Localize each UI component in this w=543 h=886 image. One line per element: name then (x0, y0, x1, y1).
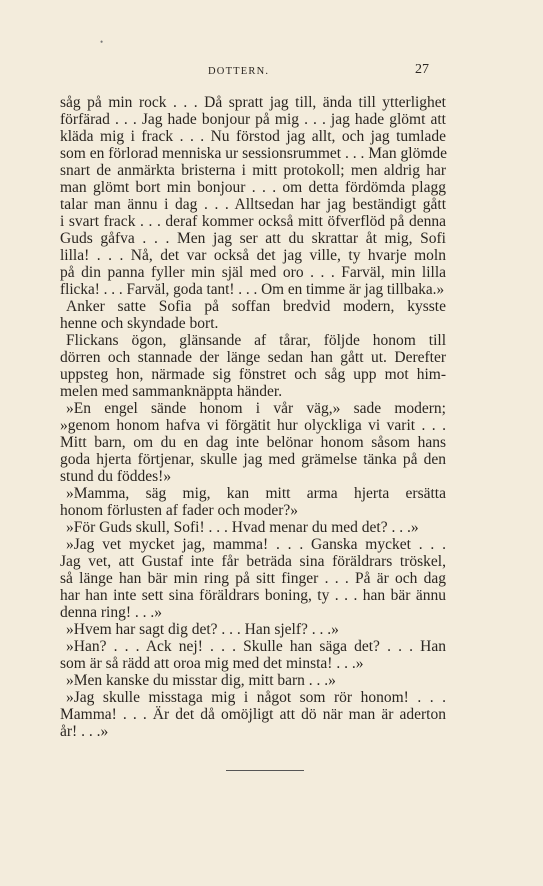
paragraph-start: »Mamma, säg mig, kan mitt arma hjerta ersätta (66, 485, 446, 502)
text-line: talar man ännu i dag . . . Alltsedan har jag beständigt gått (60, 196, 446, 213)
text-line: denna ring! . . .» (60, 604, 163, 621)
paragraph-start: Anker satte Sofia på soffan bredvid modern, kysste (66, 298, 446, 315)
text-line: flicka! . . . Farväl, goda tant! . . . Om en timme är jag tillbaka.» (60, 281, 445, 298)
paragraph-start: Flickans ögon, glänsande af tårar, följde honom till (66, 332, 446, 349)
text-line: honom förlusten af fader och moder?» (60, 502, 299, 519)
text-line: som en förlorad menniska ur sessionsrummet . . . Man glömde (60, 145, 448, 162)
text-line: man glömt bort min bonjour . . . om detta fördömda plagg (60, 179, 446, 196)
body-text (60, 94, 446, 740)
text-line: lilla! . . . Nå, det var också det jag ville, ty hvarje moln (60, 247, 446, 264)
text-line: år! . . .» (60, 723, 109, 740)
text-line: har han inte sett sina föräldrars boning, ty . . . han bär ännu (60, 587, 446, 604)
paragraph-start: »Hvem har sagt dig det? . . . Han sjelf? . . .» (66, 621, 339, 638)
text-line: Jag vet, att Gustaf inte får beträda sina föräldrars tröskel, (60, 553, 446, 570)
end-rule (226, 770, 304, 771)
text-line: henne och skyndade bort. (60, 315, 219, 332)
paragraph-start: »Men kanske du misstar dig, mitt barn . . .» (66, 672, 336, 689)
text-line: melen med sammanknäppta händer. (60, 383, 283, 400)
text-line: Mamma! . . . Är det då omöjligt att dö när man är aderton (60, 706, 446, 723)
text-line: goda hjerta förtjenar, skulle jag med grämelse tänka på den (60, 451, 446, 468)
text-line: kläda mig i frack . . . Nu förstod jag allt, och jag tumlade (60, 128, 446, 145)
text-line: uppsteg hon, närmade sig fönstret och såg upp mot him- (60, 366, 446, 383)
text-line: Guds gåfva . . . Men jag ser att du skrattar åt mig, Sofi (60, 230, 446, 247)
running-head: DOTTERN. (208, 66, 270, 77)
text-line: »genom honom hafva vi förgätit hur olyckliga vi varit . . . (60, 417, 446, 434)
text-line: så länge han bär min ring på sitt finger . . . På är och dag (60, 570, 446, 587)
text-line: stund du föddes!» (60, 468, 172, 485)
text-line: såg på min rock . . . Då spratt jag till, ända till ytterlighet (60, 94, 446, 111)
paragraph-start: »För Guds skull, Sofi! . . . Hvad menar du med det? . . .» (66, 519, 419, 536)
page-speck: • (100, 37, 104, 47)
page-number: 27 (415, 62, 429, 77)
paragraph-start: »En engel sände honom i vår väg,» sade modern; (66, 400, 446, 417)
text-line: som är så rädd att oroa mig med det minsta! . . .» (60, 655, 364, 672)
text-line: på din panna fyller min själ med oro . . . Farväl, min lilla (60, 264, 446, 281)
paragraph-start: »Jag skulle misstaga mig i något som rör honom! . . . (66, 689, 446, 706)
text-line: Mitt barn, om du en dag inte belönar honom såsom hans (60, 434, 446, 451)
text-line: förfärad . . . Jag hade bonjour på mig . . . jag hade glömt att (60, 111, 446, 128)
text-line: snart de anmärkta bristerna i mitt protokoll; men aldrig har (60, 162, 446, 179)
text-line: dörren och stannade der länge sedan han gått ut. Derefter (60, 349, 446, 366)
text-line: i svart frack . . . deraf kommer också mitt öfverflöd på denna (60, 213, 446, 230)
paragraph-start: »Han? . . . Ack nej! . . . Skulle han säga det? . . . Han (66, 638, 446, 655)
paragraph-start: »Jag vet mycket jag, mamma! . . . Ganska mycket . . . (66, 536, 446, 553)
